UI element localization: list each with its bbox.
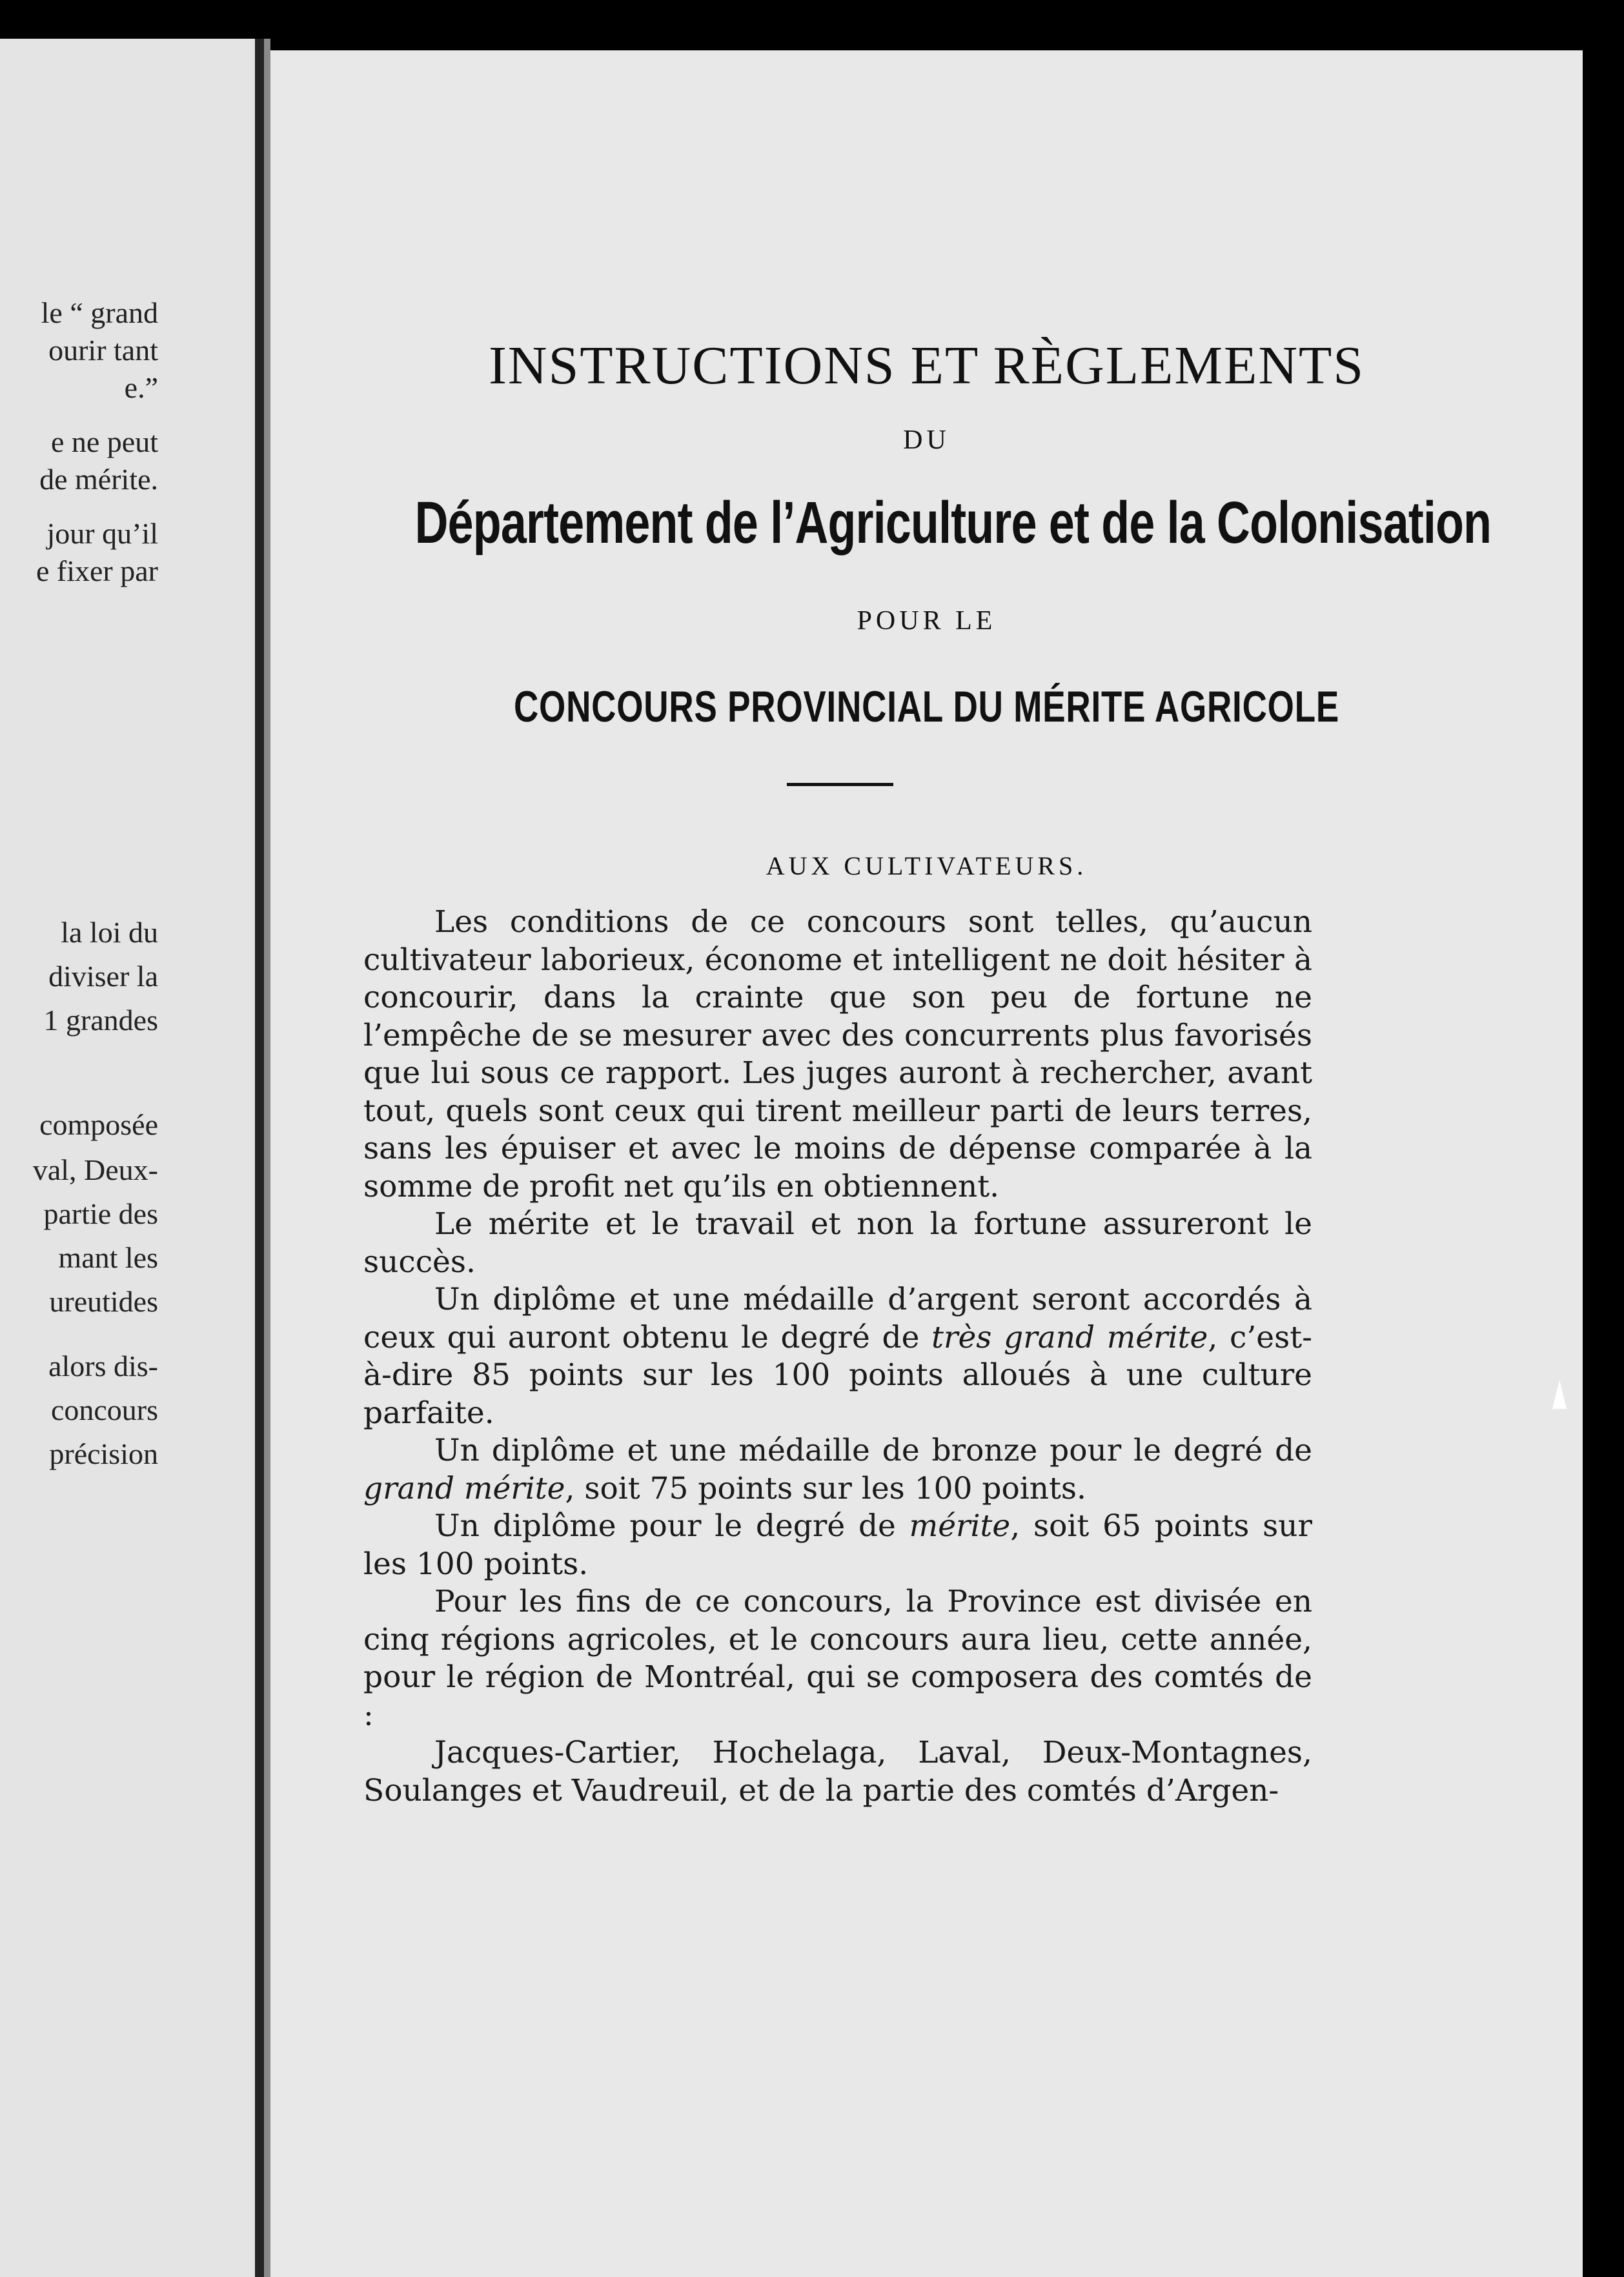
text-span: , soit 75 points sur les 100 points. [565, 1470, 1086, 1506]
facing-page-line: composée [39, 1108, 158, 1141]
paragraph-regions: Pour les fins de ce concours, la Province est divisée en cinq régions agricoles, et le concours aura lieu, cette année, pour le région de Montréal, qui se composera des comtés de : [363, 1584, 1312, 1733]
book-spine [255, 39, 264, 2277]
facing-page-line: de mérite. [39, 463, 158, 496]
facing-page-line: jour qu’il [46, 517, 158, 550]
facing-page-line: 1 grandes [43, 1004, 158, 1037]
document-page [270, 50, 1583, 2277]
facing-page-line: e ne peut [50, 425, 158, 458]
paragraph-medaille-bronze [363, 1432, 1312, 1508]
facing-page-line: mant les [58, 1241, 158, 1274]
facing-page-line: ourir tant [48, 334, 158, 367]
title-concours: CONCOURS PROVINCIAL DU MÉRITE AGRICOLE [513, 682, 1340, 731]
title-du: DU [903, 425, 950, 455]
title-instructions: INSTRUCTIONS ET RÈGLEMENTS [488, 336, 1365, 396]
paper-speck [1552, 1380, 1567, 1409]
text-span: Un diplôme et une médaille de bronze pour le degré de [434, 1433, 1312, 1468]
body-text [363, 904, 1312, 1810]
paragraph-diplome [363, 1508, 1312, 1583]
facing-page-line: diviser la [48, 960, 158, 993]
paragraph-conditions: Les conditions de ce concours sont telles, qu’aucun cultivateur laborieux, économe et intelligent ne doit hésiter à concourir, dans la crainte que son peu de fortune ne l’empêche de se mesurer avec des concurrents plus favorisés que lui sous ce rapport. Les juges auront à rechercher, avant tout, quels sont ceux qui tirent meilleur parti de leurs terres, sans les épuiser et avec le moins de dépense comparée à la somme de profit net qu’ils en obtiennent. [363, 904, 1312, 1204]
italic-term: grand mérite [363, 1470, 565, 1506]
title-department: Département de l’Agriculture et de la Colonisation [414, 490, 1492, 556]
facing-page-line: alors dis- [48, 1350, 158, 1382]
text-span: Un diplôme et une médaille d’argent seront accordés à ceux qui auront obtenu le degré de [363, 1282, 1312, 1355]
title-pour-le: POUR LE [857, 606, 997, 636]
text-span: , soit 65 points sur les 100 points. [363, 1508, 1312, 1582]
facing-page-line: ureutides [49, 1285, 158, 1318]
title-divider [787, 783, 893, 786]
facing-page-line: concours [50, 1393, 158, 1426]
paragraph-medaille-argent [363, 1281, 1312, 1432]
paragraph-comtes: Jacques-Cartier, Hochelaga, Laval, Deux-Montagnes, Soulanges et Vaudreuil, et de la partie des comtés d’Argen- [363, 1735, 1312, 1808]
facing-page-line: e fixer par [36, 554, 158, 587]
paragraph-merite: Le mérite et le travail et non la fortune assureront le succès. [363, 1206, 1312, 1280]
facing-page-line: la loi du [61, 916, 158, 949]
facing-page-line: e.” [124, 371, 158, 404]
text-span: Un diplôme pour le degré de [434, 1508, 909, 1544]
facing-page-line: partie des [43, 1197, 158, 1230]
facing-page-line: précision [49, 1437, 158, 1470]
italic-term: très grand mérite [931, 1319, 1208, 1355]
facing-page-line: val, Deux- [32, 1153, 158, 1186]
section-title: AUX CULTIVATEURS. [766, 851, 1088, 880]
italic-term: mérite [909, 1508, 1011, 1544]
facing-page [0, 39, 264, 2277]
text-span: , c’est-à-dire 85 points sur les 100 points alloués à une culture parfaite. [363, 1319, 1312, 1431]
facing-page-line: le “ grand [41, 296, 158, 329]
page-gutter [264, 39, 270, 2277]
